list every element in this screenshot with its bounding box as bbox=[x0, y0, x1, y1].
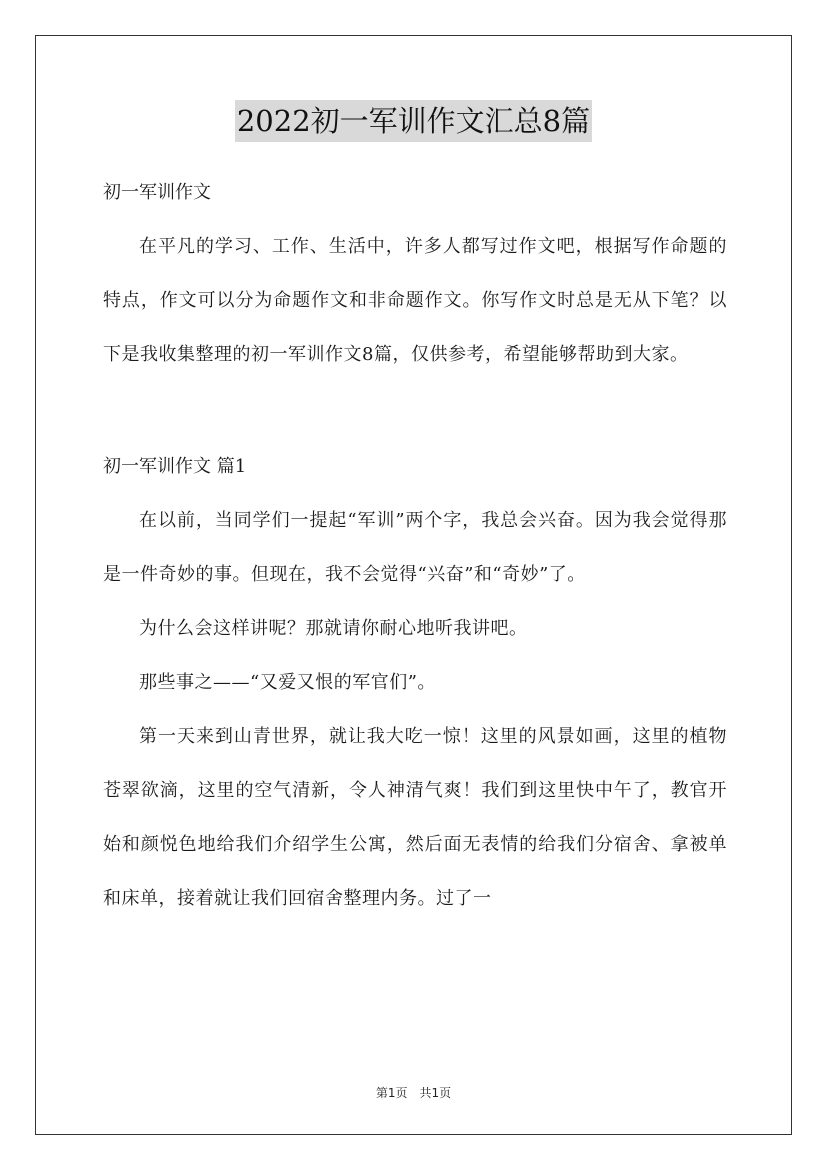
section-1-paragraph-3: 那些事之——“又爱又恨的军官们”。 bbox=[139, 672, 436, 693]
paragraph-spacer bbox=[103, 382, 727, 436]
section-1-heading: 初一军训作文 篇1 bbox=[103, 456, 247, 477]
page-footer: 第1页 共1页 bbox=[375, 1086, 452, 1100]
intro-heading: 初一军训作文 bbox=[103, 182, 211, 203]
title-container bbox=[0, 100, 827, 142]
section-1-paragraph-1: 在以前，当同学们一提起“军训”两个字，我总会兴奋。因为我会觉得那是一件奇妙的事。但现在，我不会觉得“兴奋”和“奇妙”了。 bbox=[103, 510, 727, 585]
section-1-paragraph-2: 为什么会这样讲呢？那就请你耐心地听我讲吧。 bbox=[139, 618, 528, 639]
document-body bbox=[103, 170, 727, 926]
section-1-paragraph-4: 第一天来到山青世界，就让我大吃一惊！这里的风景如画，这里的植物苍翠欲滴，这里的空气清新，令人神清气爽！我们到这里快中午了，教官开始和颜悦色地给我们介绍学生公寓，然后面无表情的给我们分宿舍、拿被单和床单，接着就让我们回宿舍整理内务。过了一 bbox=[103, 726, 727, 909]
document-title: 2022初一军训作文汇总8篇 bbox=[235, 100, 592, 142]
intro-paragraph: 在平凡的学习、工作、生活中，许多人都写过作文吧，根据写作命题的特点，作文可以分为命题作文和非命题作文。你写作文时总是无从下笔？以下是我收集整理的初一军训作文8篇，仅供参考，希望能够帮助到大家。 bbox=[103, 236, 727, 365]
